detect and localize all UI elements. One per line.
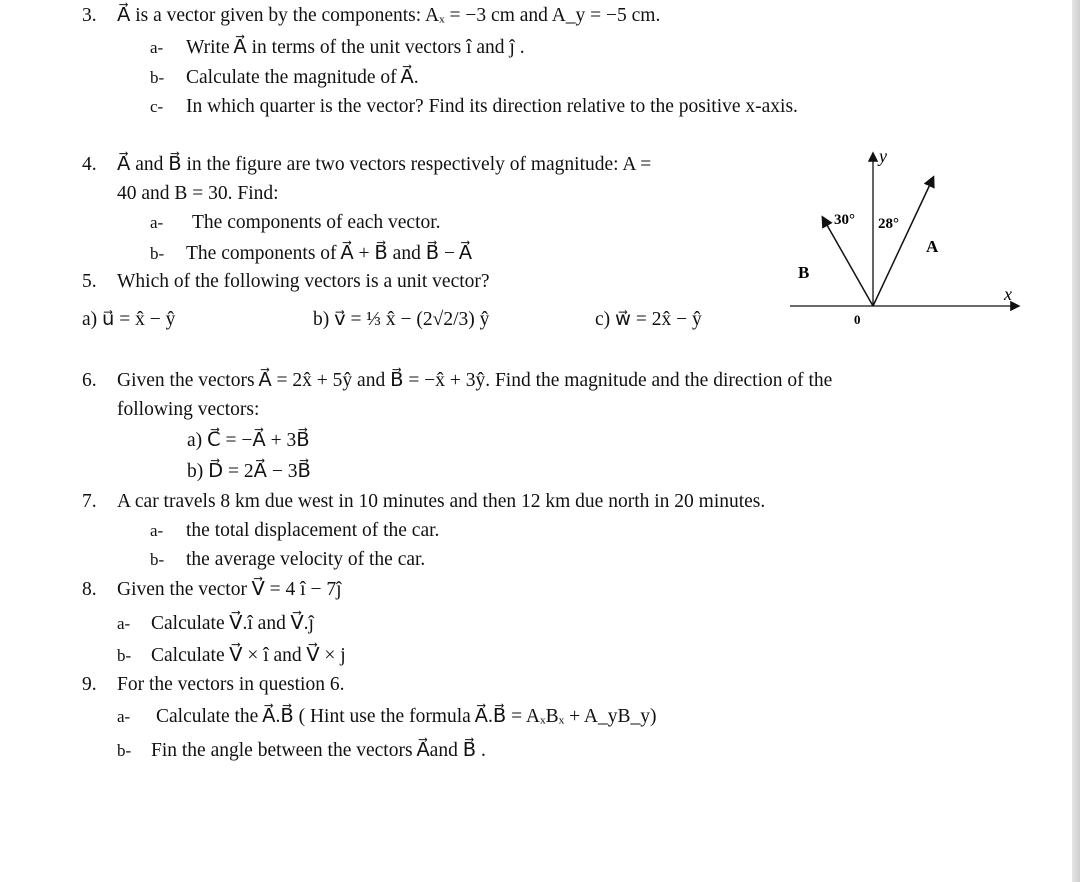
q8-b-label: b- [117, 646, 132, 665]
q6-stem-line2: following vectors: [117, 399, 260, 420]
q3-c-text: In which quarter is the vector? Find its direction relative to the positive x-axis. [186, 96, 798, 117]
q7-a-text: the total displacement of the car. [186, 520, 440, 541]
q3-a-label: a- [150, 38, 164, 57]
q3-a-text: Write A⃗ in terms of the unit vectors î and ĵ . [186, 37, 525, 58]
q6-b-text: b) D⃗ = 2A⃗ − 3B⃗ [187, 461, 311, 482]
vector-b-arrow [823, 218, 873, 306]
q5-stem: Which of the following vectors is a unit vector? [117, 271, 490, 292]
vector-figure [790, 140, 1030, 340]
page-edge-shadow [1072, 0, 1080, 882]
q7-number: 7. [82, 491, 97, 512]
q4-stem-line2: 40 and B = 30. Find: [117, 183, 279, 204]
q8-stem: Given the vector V⃗ = 4 î − 7ĵ [117, 579, 342, 600]
q9-a-text: Calculate the A⃗.B⃗ ( Hint use the formula A⃗.B⃗ = AₓBₓ + A_yB_y) [156, 706, 657, 727]
q8-a-text: Calculate V⃗.î and V⃗.ĵ [151, 613, 314, 634]
q9-b-text: Fin the angle between the vectors A⃗and B⃗ . [151, 740, 486, 761]
q5-option-a: a) u⃗ = x̂ − ŷ [82, 309, 176, 330]
q7-a-label: a- [150, 521, 164, 540]
q9-a-label: a- [117, 707, 131, 726]
q8-b-text: Calculate V⃗ × î and V⃗ × j [151, 645, 346, 666]
vector-a-label: A⃗ [926, 237, 952, 256]
q6-stem-line1: Given the vectors A⃗ = 2x̂ + 5ŷ and B⃗ = −x̂ + 3ŷ. Find the magnitude and the direction of the [117, 370, 833, 391]
q8-a-label: a- [117, 614, 131, 633]
q5-number: 5. [82, 271, 97, 292]
q7-b-label: b- [150, 550, 165, 569]
q3-number: 3. [82, 5, 97, 26]
q5-option-b: b) v⃗ = ⅓ x̂ − (2√2/3) ŷ [313, 309, 490, 330]
angle-a-label: 28° [878, 216, 899, 232]
q4-a-label: a- [150, 213, 164, 232]
q9-number: 9. [82, 674, 97, 695]
q6-number: 6. [82, 370, 97, 391]
q3-b-text: Calculate the magnitude of A⃗. [186, 67, 419, 88]
x-axis-label: x [1004, 284, 1012, 304]
q5-option-c: c) w⃗ = 2x̂ − ŷ [595, 309, 702, 330]
origin-label: 0 [854, 312, 861, 327]
q8-number: 8. [82, 579, 97, 600]
q9-b-label: b- [117, 741, 132, 760]
y-axis-label: y [879, 146, 887, 166]
q9-stem: For the vectors in question 6. [117, 674, 345, 695]
vector-b-label: B⃗ [798, 263, 823, 282]
q3-b-label: b- [150, 68, 165, 87]
q6-a-text: a) C⃗ = −A⃗ + 3B⃗ [187, 430, 310, 451]
vector-a-arrow [873, 178, 933, 306]
q4-b-text: The components of A⃗ + B⃗ and B⃗ − A⃗ [186, 243, 473, 264]
q3-c-label: c- [150, 97, 164, 116]
q4-b-label: b- [150, 244, 165, 263]
q4-a-text: The components of each vector. [192, 212, 441, 233]
q7-stem: A car travels 8 km due west in 10 minutes and then 12 km due north in 20 minutes. [117, 491, 766, 512]
q7-b-text: the average velocity of the car. [186, 549, 426, 570]
q4-number: 4. [82, 154, 97, 175]
q3-stem: A⃗ is a vector given by the components: Aₓ = −3 cm and A_y = −5 cm. [117, 5, 661, 26]
angle-b-label: 30° [834, 212, 855, 228]
q4-stem-line1: A⃗ and B⃗ in the figure are two vectors respectively of magnitude: A = [117, 154, 652, 175]
